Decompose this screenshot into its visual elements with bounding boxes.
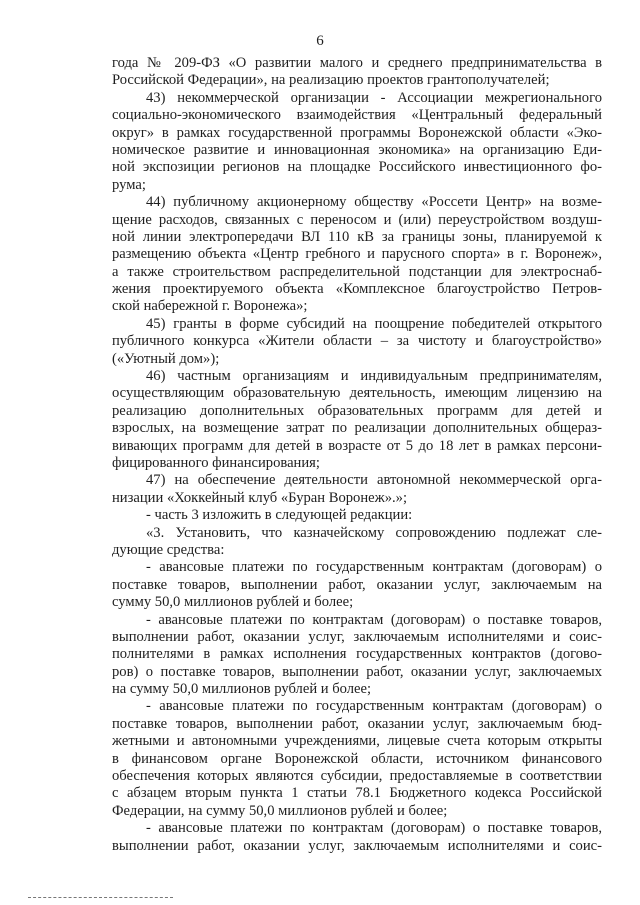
text-line: сумму 50,0 миллионов рублей и более;	[112, 594, 354, 611]
text-line: жетными и автономными учреждениями, лицевые счета которым открыты	[112, 733, 602, 750]
text-line: полнителями в рамках исполнения государственных контрактов (догово-	[112, 646, 602, 663]
text-line: в финансовом органе Воронежской области, источником финансового	[112, 750, 602, 767]
text-line: щение расходов, связанных с переносом и (или) переустройством воздуш-	[112, 211, 602, 228]
paragraph-first-line: - авансовые платежи по государственным контрактам (договорам) о	[146, 559, 602, 576]
text-line: жения проектируемого объекта «Комплексное благоустройство Петров-	[112, 281, 602, 298]
text-line: рума;	[112, 176, 146, 193]
text-line: с абзацем вторым пункта 1 статьи 78.1 Бюджетного кодекса Российской	[112, 785, 602, 802]
text-line: а также строительством распределительной подстанции для электроснаб-	[112, 263, 602, 280]
text-line: взрослых, на возмещение затрат по реализации дополнительных общераз-	[112, 420, 602, 437]
text-line: ров) о поставке товаров, выполнении работ, оказании услуг, заключаемых	[112, 663, 602, 680]
text-line: номическое развитие и инновационная экономика» на организацию Еди-	[112, 141, 602, 158]
paragraph-first-line: 46) частным организациям и индивидуальным предпринимателям,	[146, 368, 602, 385]
text-line: на сумму 50,0 миллионов рублей и более;	[112, 681, 372, 698]
paragraph-first-line: - авансовые платежи по государственным контрактам (договорам) о	[146, 698, 602, 715]
text-line: года № 209-ФЗ «О развитии малого и среднего предпринимательства в	[112, 55, 602, 71]
text-line: выполнении работ, оказании услуг, заключаемым исполнителями и соис-	[112, 628, 602, 645]
text-line: Федерации, на сумму 50,0 миллионов рублей и более;	[112, 802, 448, 819]
paragraph-first-line: - часть 3 изложить в следующей редакции:	[146, 507, 413, 524]
paragraph-first-line: - авансовые платежи по контрактам (договорам) о поставке товаров,	[146, 611, 602, 628]
paragraph-first-line: 43) некоммерческой организации - Ассоциации межрегионального	[146, 89, 602, 106]
paragraph-first-line: «3. Установить, что казначейскому сопровождению подлежат сле-	[146, 524, 602, 541]
paragraph-first-line: - авансовые платежи по контрактам (договорам) о поставке товаров,	[146, 820, 602, 837]
text-line: осуществляющим образовательную деятельность, имеющим лицензию на	[112, 385, 602, 402]
text-line: ной линии электропередачи ВЛ 110 кВ за границы зоны, планируемой к	[112, 228, 602, 245]
footnote-separator	[28, 897, 173, 898]
text-line: ной экспозиции регионов на площадке Российского инвестиционного фо-	[112, 159, 602, 176]
text-line: реализацию дополнительных образовательных программ для детей и	[112, 402, 602, 419]
paragraph-first-line: 47) на обеспечение деятельности автономной некоммерческой орга-	[146, 472, 602, 489]
text-line: поставке товаров, выполнении работ, оказании услуг, заключаемым на	[112, 576, 602, 593]
paragraph-first-line: 45) гранты в форме субсидий на поощрение победителей открытого	[146, 315, 602, 332]
text-line: («Уютный дом»);	[112, 350, 220, 367]
text-line: обеспечения которых являются субсидии, предоставляемые в соответствии	[112, 768, 602, 785]
text-line: Российской Федерации», на реализацию проектов грантополучателей;	[112, 72, 550, 89]
text-line: поставке товаров, выполнении работ, оказании услуг, заключаемым бюд-	[112, 715, 602, 732]
text-line: дующие средства:	[112, 541, 225, 558]
text-line: ской набережной г. Воронежа»;	[112, 298, 308, 315]
text-line: размещению объекта «Центр гребного и парусного спорта» в г. Воронеж»,	[112, 246, 602, 263]
document-body	[112, 55, 602, 855]
page-number: 6	[316, 33, 324, 49]
text-line: фицированного финансирования;	[112, 454, 320, 471]
text-line: низации «Хоккейный клуб «Буран Воронеж».»;	[112, 489, 408, 506]
text-line: округ» в рамках государственной программы Воронежской области «Эко-	[112, 124, 602, 141]
text-line: публичного конкурса «Жители области – за чистоту и благоустройство»	[112, 333, 602, 350]
text-line: выполнении работ, оказании услуг, заключаемым исполнителями и соис-	[112, 837, 602, 854]
text-line: вивающих программ для детей в возрасте от 5 до 18 лет в рамках персони-	[112, 437, 602, 454]
paragraph-first-line: 44) публичному акционерному обществу «Россети Центр» на возме-	[146, 194, 602, 211]
text-line: социально-экономического взаимодействия «Центральный федеральный	[112, 107, 602, 124]
